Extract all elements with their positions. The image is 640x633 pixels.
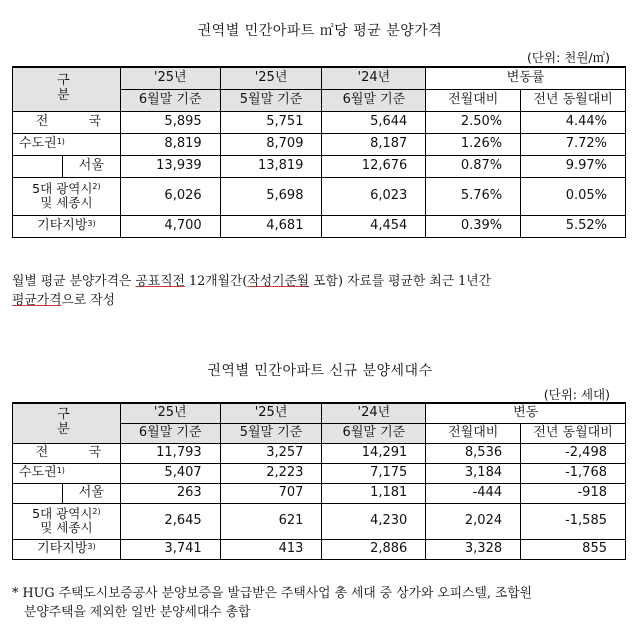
table2-note [12,584,630,622]
cell: 9.97% [521,155,626,177]
table-row [13,443,626,463]
cell: 6,023 [322,177,426,215]
cell: 7,175 [322,463,426,483]
table1-unit: (단위: 천원/㎡) [527,50,610,65]
cell: 2,886 [322,539,426,559]
table-row [13,177,626,215]
row-label: 서울 [62,155,120,177]
row-label: 전 국 [13,443,121,463]
cell: 413 [220,539,322,559]
header-col2-bottom: 5월말 기준 [220,89,322,111]
header-col3-bottom: 6월말 기준 [322,423,426,443]
cell: 5,644 [322,111,426,133]
table-row [13,503,626,539]
table1-title: 권역별 민간아파트 ㎡당 평균 분양가격 [197,23,443,39]
cell: 5.52% [521,215,626,237]
cell: 11,793 [120,443,220,463]
table2-unit: (단위: 세대) [543,387,610,402]
cell: 3,184 [426,463,521,483]
cell: 5.76% [426,177,521,215]
header-change: 변동 [426,403,626,423]
note-line: 분양주택을 제외한 일반 분양세대수 총합 [24,605,251,620]
header-col1-top: '25년 [120,403,220,423]
header-gubun: 구 분 [13,67,121,111]
cell: 8,819 [120,133,220,155]
row-label: 기타지방$^{3)}$ [13,215,121,237]
cell: -1,768 [521,463,626,483]
cell: 8,187 [322,133,426,155]
table1 [12,66,626,238]
cell: 263 [120,483,220,503]
row-label: 전 국 [13,111,121,133]
cell: 12,676 [322,155,426,177]
cell: 0.05% [521,177,626,215]
header-col2-top: '25년 [220,67,322,89]
row-label: 수도권$^{1)}$ [13,133,121,155]
indent-cell [13,155,63,177]
row-label: 5대 광역시$^{2)}$ 및 세종시 [13,503,121,539]
note-line: 평균가격으로 작성 [12,293,115,308]
header-col2-top: '25년 [220,403,322,423]
header-col3-top: '24년 [322,67,426,89]
cell: 7.72% [521,133,626,155]
row-label: 기타지방$^{3)}$ [13,539,121,559]
cell: 6,026 [120,177,220,215]
cell: 707 [220,483,322,503]
cell: 621 [220,503,322,539]
table2 [12,402,626,560]
cell: -2,498 [521,443,626,463]
header-gubun: 구 분 [13,403,121,443]
header-change-mom: 전월대비 [426,423,521,443]
cell: 3,257 [220,443,322,463]
table-row [13,111,626,133]
cell: -918 [521,483,626,503]
table-row [13,539,626,559]
header-col1-bottom: 6월말 기준 [120,423,220,443]
cell: 8,536 [426,443,521,463]
table-row [13,155,626,177]
table-row [13,133,626,155]
header-col2-bottom: 5월말 기준 [220,423,322,443]
header-change: 변동률 [426,67,626,89]
cell: 13,939 [120,155,220,177]
cell: 0.87% [426,155,521,177]
cell: -444 [426,483,521,503]
row-label: 수도권$^{1)}$ [13,463,121,483]
cell: 0.39% [426,215,521,237]
header-col1-bottom: 6월말 기준 [120,89,220,111]
cell: 5,407 [120,463,220,483]
table-row [13,483,626,503]
cell: 4.44% [521,111,626,133]
cell: 4,230 [322,503,426,539]
row-label: 5대 광역시$^{2)}$ 및 세종시 [13,177,121,215]
cell: 4,681 [220,215,322,237]
header-col3-bottom: 6월말 기준 [322,89,426,111]
cell: 2,024 [426,503,521,539]
cell: -1,585 [521,503,626,539]
cell: 5,895 [120,111,220,133]
cell: 3,328 [426,539,521,559]
cell: 8,709 [220,133,322,155]
indent-cell [13,483,63,503]
header-change-mom: 전월대비 [426,89,521,111]
cell: 1,181 [322,483,426,503]
cell: 2.50% [426,111,521,133]
header-change-yoy: 전년 동월대비 [521,423,626,443]
cell: 2,223 [220,463,322,483]
note-line: * HUG 주택도시보증공사 분양보증을 발급받은 주택사업 총 세대 중 상가와 오피스텔, 조합원 [12,586,533,601]
row-label: 서울 [62,483,120,503]
table1-note [12,272,630,310]
cell: 3,741 [120,539,220,559]
note-line: 월별 평균 분양가격은 공표직전 12개월간(작성기준월 포함) 자료를 평균한 최근 1년간 [12,274,491,289]
header-col1-top: '25년 [120,67,220,89]
cell: 1.26% [426,133,521,155]
table2-title: 권역별 민간아파트 신규 분양세대수 [207,363,433,379]
cell: 14,291 [322,443,426,463]
cell: 4,454 [322,215,426,237]
cell: 2,645 [120,503,220,539]
cell: 13,819 [220,155,322,177]
table-row [13,215,626,237]
cell: 855 [521,539,626,559]
cell: 5,698 [220,177,322,215]
table-row [13,463,626,483]
cell: 4,700 [120,215,220,237]
cell: 5,751 [220,111,322,133]
header-col3-top: '24년 [322,403,426,423]
header-change-yoy: 전년 동월대비 [521,89,626,111]
